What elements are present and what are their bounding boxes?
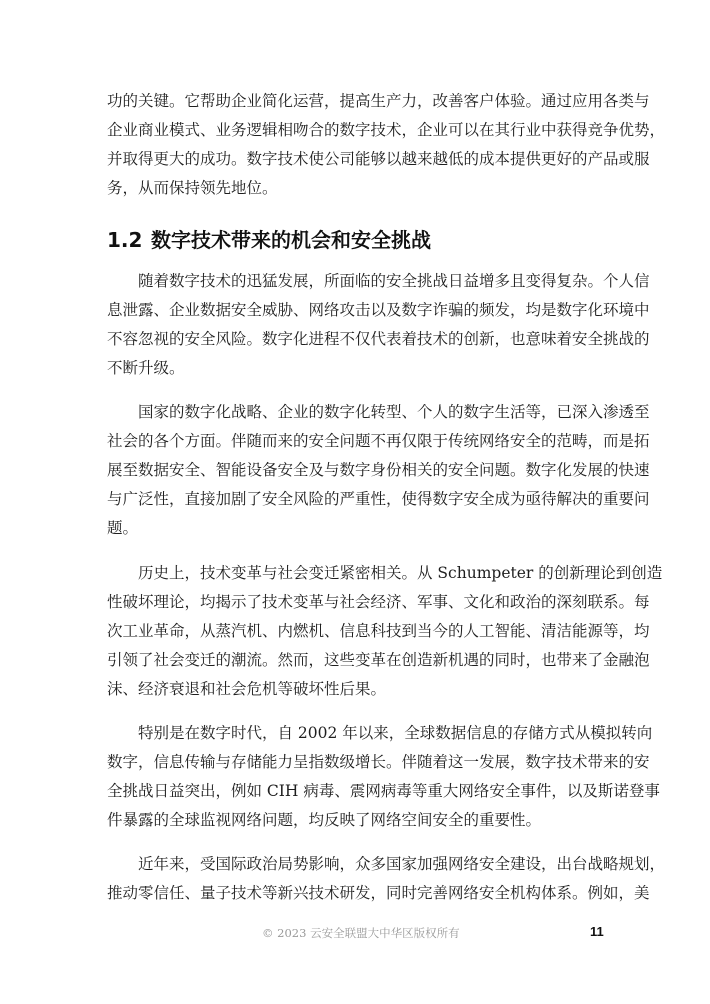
paragraph-line: 题。 bbox=[107, 519, 139, 537]
paragraph-line: 随着数字技术的迅猛发展，所面临的安全挑战日益增多且变得复杂。个人信 bbox=[138, 272, 650, 290]
paragraph-line: 数字，信息传输与存储能力呈指数级增长。伴随着这一发展，数字技术带来的安 bbox=[107, 753, 650, 771]
paragraph-line: 企业商业模式、业务逻辑相吻合的数字技术，企业可以在其行业中获得竞争优势， bbox=[107, 121, 666, 139]
paragraph-line: 沫、经济衰退和社会危机等破坏性后果。 bbox=[107, 680, 387, 698]
section-heading bbox=[107, 224, 431, 253]
section-number: 1.2 bbox=[107, 228, 143, 252]
paragraph-line: 近年来，受国际政治局势影响，众多国家加强网络安全建设，出台战略规划， bbox=[138, 855, 666, 873]
paragraph-line: 性破坏理论，均揭示了技术变革与社会经济、军事、文化和政治的深刻联系。每 bbox=[107, 593, 650, 611]
paragraph-line: 国家的数字化战略、企业的数字化转型、个人的数字生活等，已深入渗透至 bbox=[138, 403, 650, 421]
paragraph-line: 不容忽视的安全风险。数字化进程不仅代表着技术的创新，也意味着安全挑战的 bbox=[107, 330, 650, 348]
paragraph-line: 功的关键。它帮助企业简化运营，提高生产力，改善客户体验。通过应用各类与 bbox=[107, 92, 650, 110]
section-title: 数字技术带来的机会和安全挑战 bbox=[151, 228, 431, 252]
paragraph-line: 不断升级。 bbox=[107, 359, 185, 377]
page-number: 11 bbox=[590, 924, 604, 939]
paragraph-line: 推动零信任、量子技术等新兴技术研发，同时完善网络安全机构体系。例如，美 bbox=[107, 884, 650, 902]
paragraph-line: 次工业革命，从蒸汽机、内燃机、信息科技到当今的人工智能、清洁能源等，均 bbox=[107, 622, 650, 640]
paragraph-line: 息泄露、企业数据安全威胁、网络攻击以及数字诈骗的频发，均是数字化环境中 bbox=[107, 301, 650, 319]
paragraph-line: 特别是在数字时代，自 2002 年以来，全球数据信息的存储方式从模拟转向 bbox=[138, 724, 653, 742]
paragraph-line: 与广泛性，直接加剧了安全风险的严重性，使得数字安全成为亟待解决的重要问 bbox=[107, 490, 650, 508]
paragraph-line: 件暴露的全球监视网络问题，均反映了网络空间安全的重要性。 bbox=[107, 811, 542, 829]
paragraph-line: 全挑战日益突出，例如 CIH 病毒、震网病毒等重大网络安全事件，以及斯诺登事 bbox=[107, 782, 660, 800]
paragraph-line: 历史上，技术变革与社会变迁紧密相关。从 Schumpeter 的创新理论到创造 bbox=[138, 564, 663, 582]
paragraph-line: 务，从而保持领先地位。 bbox=[107, 179, 278, 197]
paragraph-line: 展至数据安全、智能设备安全及与数字身份相关的安全问题。数字化发展的快速 bbox=[107, 461, 650, 479]
paragraph-line: 社会的各个方面。伴随而来的安全问题不再仅限于传统网络安全的范畴，而是拓 bbox=[107, 432, 650, 450]
paragraph-line: 并取得更大的成功。数字技术使公司能够以越来越低的成本提供更好的产品或服 bbox=[107, 150, 650, 168]
footer-copyright: © 2023 云安全联盟大中华区版权所有 bbox=[262, 926, 460, 940]
paragraph-line: 引领了社会变迁的潮流。然而，这些变革在创造新机遇的同时，也带来了金融泡 bbox=[107, 651, 650, 669]
